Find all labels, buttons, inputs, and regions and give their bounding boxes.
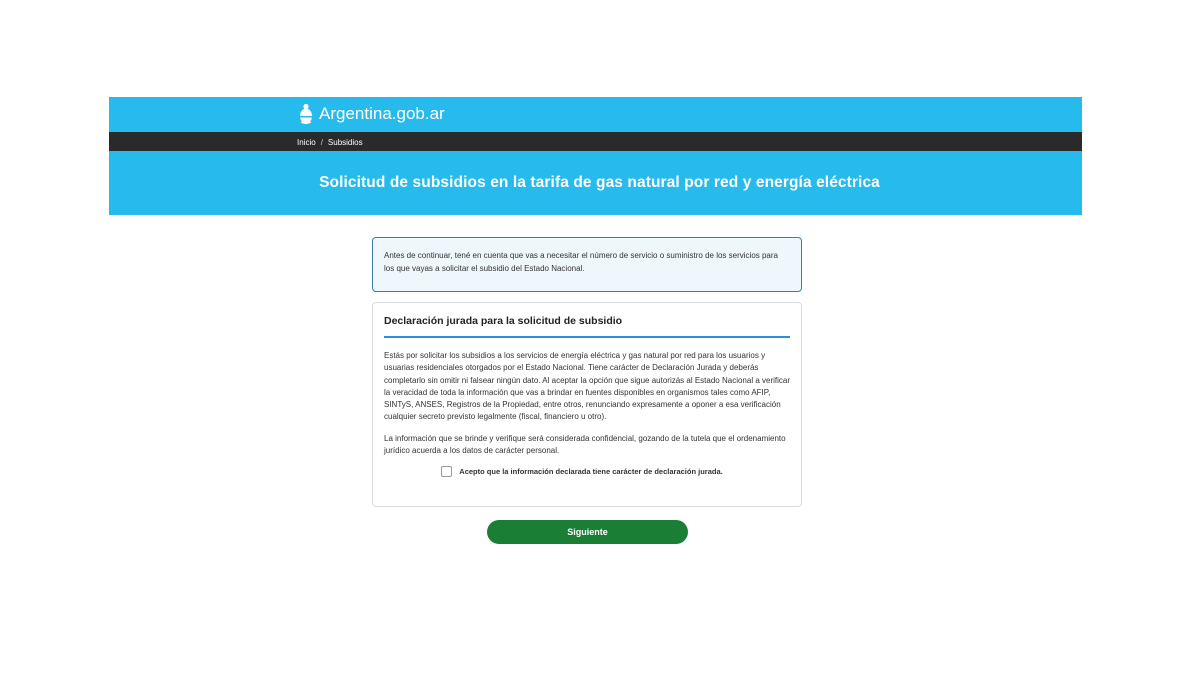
brand-link[interactable] [297, 103, 445, 125]
declaration-card [372, 302, 802, 507]
breadcrumb-bar [109, 132, 1082, 151]
title-underline [384, 336, 790, 338]
brand-name: Argentina.gob.ar [319, 104, 445, 123]
next-button[interactable]: Siguiente [487, 520, 688, 544]
coat-of-arms-icon [297, 103, 315, 125]
declaration-paragraph-2: La información que se brinde y verifique será considerada confidencial, gozando de la tutela que el ordenamiento jurídico acuerda a los datos de carácter personal. [384, 433, 786, 456]
accept-checkbox-row[interactable] [379, 466, 785, 477]
accept-checkbox[interactable] [441, 466, 452, 477]
hero-banner [109, 151, 1082, 215]
top-navbar [109, 97, 1082, 132]
info-notice-text: Antes de continuar, tené en cuenta que vas a necesitar el número de servicio o suministro de los servicios para los que vayas a solicitar el subsidio del Estado Nacional. [384, 251, 778, 273]
breadcrumb-item-inicio[interactable]: Inicio [297, 138, 316, 147]
declaration-title: Declaración jurada para la solicitud de subsidio [384, 315, 623, 327]
breadcrumb [297, 138, 363, 147]
page-title: Solicitud de subsidios en la tarifa de gas natural por red y energía eléctrica [319, 174, 880, 191]
accept-checkbox-label[interactable]: Acepto que la información declarada tiene carácter de declaración jurada. [459, 467, 723, 477]
breadcrumb-separator: / [320, 138, 323, 147]
info-notice [372, 237, 802, 292]
breadcrumb-item-subsidios[interactable]: Subsidios [327, 138, 363, 147]
declaration-paragraph-1: Estás por solicitar los subsidios a los servicios de energía eléctrica y gas natural por red para los usuarios y usuarias residenciales otorgados por el Estado Nacional. Tiene carácter de Declaración Jurada y deberás completarlo sin omitir ni falsear ningún dato. Al aceptar la opción que sigue autorizás al Estado Nacional a verificar la veracidad de toda la información que vas a brindar en fuentes disponibles en organismos tales como AFIP, SINTyS, ANSES, Registros de la Propiedad, entre otros, renunciando expresamente a oponer a esa verificación cualquier secreto previsto legalmente (fiscal, financiero u otro). [384, 351, 790, 422]
page-header [109, 97, 1082, 215]
